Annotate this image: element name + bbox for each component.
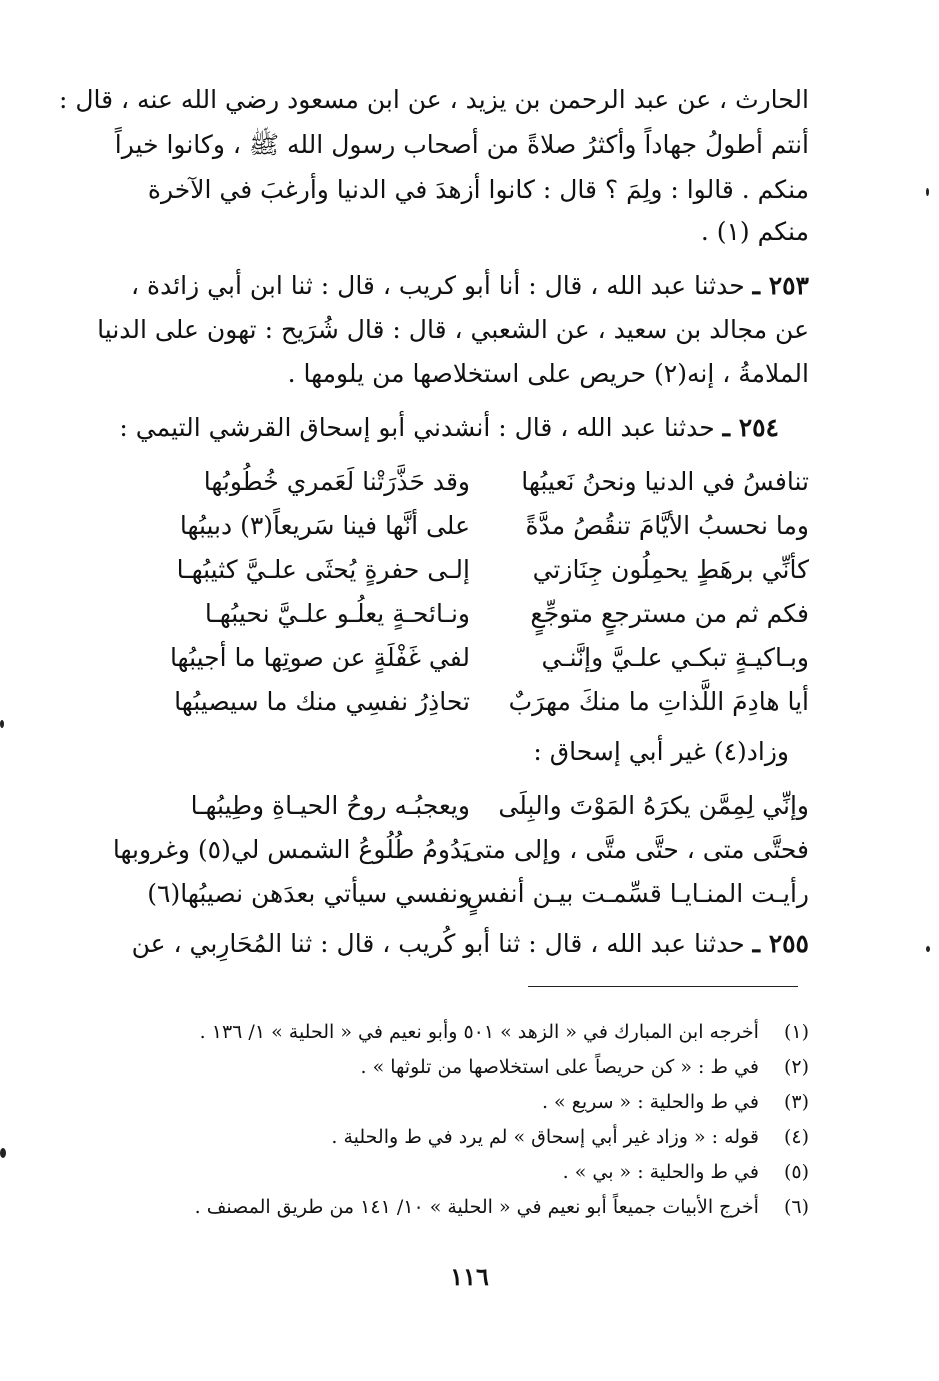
footnote-2-number: (٢) <box>783 1056 809 1078</box>
footnote-1-text: أخرجه ابن المبارك في « الزهد » ٥٠١ وأبو نعيم في « الحلية » ١/ ١٣٦ . <box>199 1021 759 1043</box>
footnote-1-number: (١) <box>783 1021 809 1043</box>
hadith253-text-1: حدثنا عبد الله ، قال : أنا أبو كريب ، قال : ثنا ابن أبي زائدة ، <box>130 271 745 300</box>
hadith253-line-2: عن مجالد بن سعيد ، عن الشعبي ، قال : قال شُرَيح : تهون على الدنيا <box>97 315 809 344</box>
hadith255-text: حدثنا عبد الله ، قال : ثنا أبو كُريب ، قال : ثنا المُحَارِبي ، عن <box>131 929 745 958</box>
verse-5-second: لفي غَفْلَةٍ عن صوتِها ما أجيبُها <box>169 643 470 672</box>
paragraph1-line-1: الحارث ، عن عبد الرحمن بن يزيد ، عن ابن مسعود رضي الله عنه ، قال : <box>58 85 809 114</box>
scan-mark <box>926 188 929 196</box>
hadith254-number: ٢٥٤ ـ <box>722 413 779 442</box>
scan-mark <box>926 946 930 952</box>
footnote-4-number: (٤) <box>783 1126 809 1148</box>
hadith255-number: ٢٥٥ ـ <box>752 929 809 958</box>
footnote-5-text: في ط والحلية : « بي » . <box>562 1161 759 1183</box>
footnote-2 <box>129 1051 809 1083</box>
verse-6-first: أيا هادِمَ اللَّذاتِ ما منكَ مهرَبٌ <box>508 687 809 716</box>
footnote-1 <box>129 1016 809 1048</box>
verse-3-first: كأنِّي برهَطٍ يحمِلُون جِنَازتي <box>532 555 809 584</box>
verse-1-second: وقد حَذَّرَتْنا لَعَمري خُطُوبُها <box>203 467 470 496</box>
verse-8-first: فحتَّى متى ، حتَّى متَّى ، وإلى متى <box>464 835 809 864</box>
footnote-3 <box>129 1086 809 1118</box>
footnote-4 <box>129 1121 809 1153</box>
footnote-5-number: (٥) <box>783 1161 809 1183</box>
verse-5-first: وبـاكيـةٍ تبكـي علـيَّ وإنَّنـي <box>541 643 809 672</box>
verse-4-first: فكم ثم من مسترجعٍ متوجِّعٍ <box>530 599 809 628</box>
hadith253-line-1 <box>129 264 809 308</box>
scan-mark <box>0 720 4 728</box>
verse-7-first: وإنِّي لِمِمَّن يكرَهُ المَوْتَ والبِلَى <box>498 791 809 820</box>
paragraph1-line-4: منكم (١) . <box>700 217 809 246</box>
footnote-6-text: أخرج الأبيات جميعاً أبو نعيم في « الحلية » ١٠/ ١٤١ من طريق المصنف . <box>194 1196 759 1218</box>
scan-mark <box>0 1148 6 1158</box>
hadith254-intro-line <box>119 406 779 450</box>
footnote-5 <box>129 1156 809 1188</box>
footnote-separator <box>528 986 798 987</box>
page-number: ١١٦ <box>450 1262 489 1291</box>
footnote-6-number: (٦) <box>783 1196 809 1218</box>
paragraph1-line-2: أنتم أطولُ جهاداً وأكثرُ صلاةً من أصحاب رسول الله ﷺ ، وكانوا خيراً <box>114 130 809 159</box>
verse-6-second: تحاذِرُ نفسِي منك ما سيصيبُها <box>174 687 470 716</box>
verse-2-first: وما نحسبُ الأيَّامَ تنقُصُ مدَّةً <box>525 511 809 540</box>
footnote-3-text: في ط والحلية : « سريع » . <box>541 1091 759 1113</box>
verse-9-second: ونفسي سيأتي بعدَهن نصيبُها(٦) <box>147 879 470 908</box>
verse-7-second: ويعجبُـه روحُ الحيـاةِ وطِيبُهـا <box>190 791 470 820</box>
verse-9-first: رأيـت المنـايـا قسِّمـت بيـن أنفسٍ <box>466 879 809 908</box>
verse-3-second: إلـى حفرةٍ يُحثَى علـيَّ كثيبُهـا <box>176 555 470 584</box>
verse-4-second: ونـائحـةٍ يعلُـو علـيَّ نحيبُهـا <box>204 599 470 628</box>
footnote-2-text: في ط : « كن حريصاً على استخلاصها من تلوثها » . <box>360 1056 759 1078</box>
hadith253-line-3: الملامةُ ، إنه(٢) حريص على استخلاصها من يلومها . <box>287 359 809 388</box>
footnote-6 <box>129 1191 809 1223</box>
hadith253-number: ٢٥٣ ـ <box>752 271 809 300</box>
addition-intro: وزاد(٤) غير أبي إسحاق : <box>533 737 789 766</box>
hadith254-intro: حدثنا عبد الله ، قال : أنشدني أبو إسحاق القرشي التيمي : <box>119 413 715 442</box>
hadith255-line <box>129 922 809 966</box>
verse-1-first: تنافسُ في الدنيا ونحنُ نَعيبُها <box>521 467 809 496</box>
footnote-3-number: (٣) <box>783 1091 809 1113</box>
footnote-4-text: قوله : « وزاد غير أبي إسحاق » لم يرد في ط والحلية . <box>331 1126 759 1148</box>
verse-2-second: على أنَّها فينا سَريعاً(٣) دبيبُها <box>179 511 470 540</box>
verse-8-second: يَدُومُ طُلُوعُ الشمس لي(٥) وغروبها <box>112 835 470 864</box>
paragraph1-line-3: منكم . قالوا : ولِمَ ؟ قال : كانوا أزهدَ في الدنيا وأرغبَ في الآخرة <box>147 175 809 204</box>
